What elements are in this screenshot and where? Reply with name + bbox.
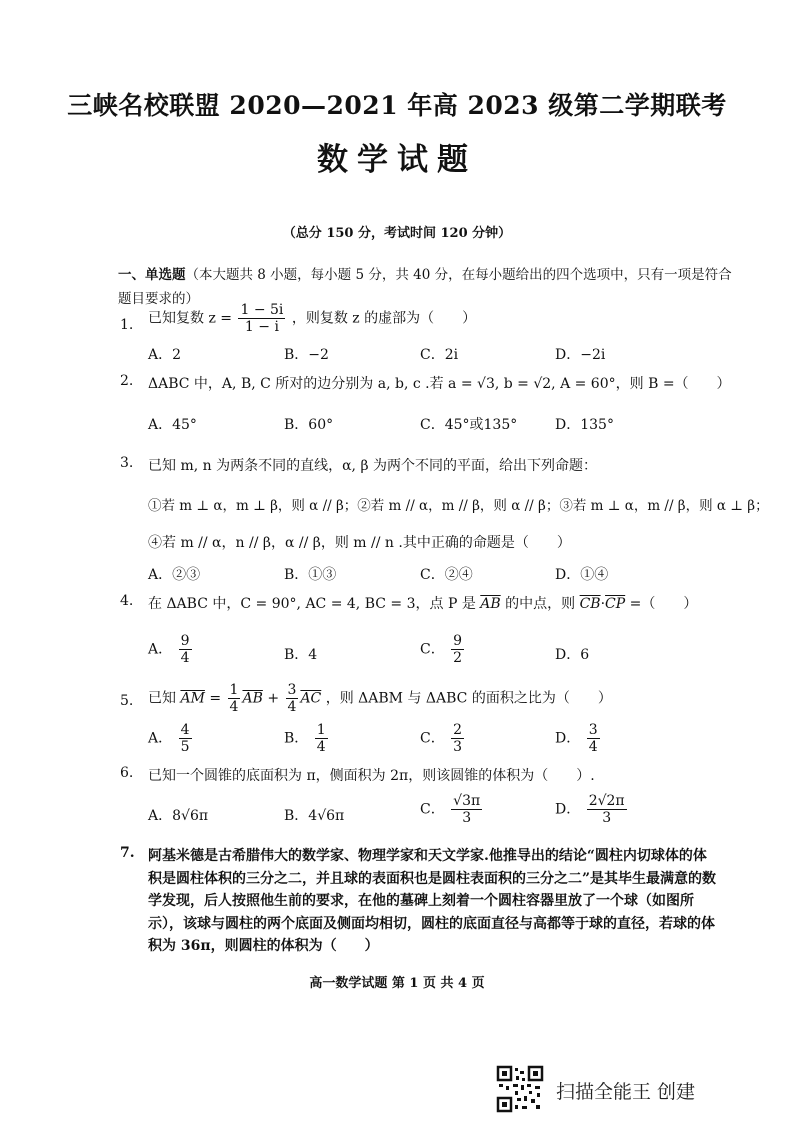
q1-number: 1. [120,317,134,333]
q6-option-d [555,793,629,826]
q5-vector-am: $\overline{AM}$ [180,690,205,707]
q1-option-b: B．−2 [284,347,329,363]
q3-option-a: A．②③ [148,567,201,583]
q5-option-c-label: C． [420,730,445,747]
q5-option-d [555,722,602,755]
q5-option-b-label: B． [284,730,309,747]
q2-stem: ΔABC 中，A, B, C 所对的边分别为 a, b, c .若 a = √3, b = √2, A = 60°，则 B =（ ） [148,376,731,392]
q4-option-a-num: 9 [180,633,190,649]
q6-option-d-label: D． [555,801,581,818]
q6-option-d-fraction [587,793,627,826]
q5-option-a-num: 4 [180,722,190,738]
q4-option-a-den: 4 [180,650,190,667]
q3-stem: 已知 m, n 为两条不同的直线，α, β 为两个不同的平面，给出下列命题： [148,458,597,474]
q3-propositions-line2: ④若 m // α，n // β，α // β，则 m // n .其中正确的命题是（ ） [148,535,571,551]
q4-option-b: B．4 [284,647,318,663]
q5-option-c-fraction [451,722,464,755]
q6-option-d-num: 2√2π [588,793,625,809]
q6-stem: 已知一个圆锥的底面积为 π，侧面积为 2π，则该圆锥的体积为（ ）. [148,768,595,784]
exam-title: 三峡名校联盟 2020—2021 年高 2023 级第二学期联考 [67,91,727,120]
q5-option-b-num: 1 [316,722,326,738]
q5-stem [148,682,612,715]
q5-option-b [284,722,330,755]
q5-option-d-num: 3 [588,722,598,738]
q4-option-a [148,633,194,666]
q4-number: 4. [120,593,134,609]
q5-option-c [420,722,466,755]
q1-frac-num: 1 − 5i [240,302,284,318]
q1-option-d: D．−2i [555,347,606,363]
q6-option-c [420,793,484,826]
q4-option-a-fraction [179,633,192,666]
q5-frac2-den: 4 [287,699,297,716]
q1-frac-den: 1 − i [244,319,279,336]
q6-option-c-den: 3 [462,810,472,827]
q4-option-c-label: C． [420,641,445,658]
q5-option-a-den: 5 [180,739,190,756]
q1-option-c: C．2i [420,347,459,363]
q5-frac1-den: 4 [229,699,239,716]
qr-code-icon [496,1065,544,1113]
q3-option-c: C．②④ [420,567,473,583]
q5-option-d-fraction [587,722,600,755]
q5-frac2 [286,682,299,715]
q5-frac1-num: 1 [229,682,239,698]
q5-option-a-label: A． [148,730,173,747]
q5-frac1 [228,682,241,715]
section-label: 一、单选题 [118,267,186,283]
q5-option-d-label: D． [555,730,581,747]
q5-option-b-fraction [315,722,328,755]
q1-stem [148,302,476,335]
section-instructions: （本大题共 8 小题，每小题 5 分，共 40 分，在每小题给出的四个选项中，只有一项是符合题目要求的） [118,267,732,307]
page-footer: 高一数学试题 第 1 页 共 4 页 [309,976,485,991]
q1-pre: 已知复数 z = [148,310,233,327]
q4-stem [148,593,697,613]
q2-option-d: D．135° [555,417,614,433]
q4-option-a-label: A． [148,641,173,658]
q5-option-d-den: 4 [588,739,598,756]
q3-propositions-line1: ①若 m ⊥ α，m ⊥ β，则 α // β；②若 m // α，m // β，则 α // β；③若 m ⊥ α，m // β，则 α ⊥ β； [148,498,769,514]
q1-option-a: A．2 [148,347,182,363]
q6-option-a: A．8√6π [148,808,209,824]
q6-option-c-label: C． [420,801,445,818]
q5-vector-ac: $\overline{AC}$ [300,690,322,707]
q5-pre: 已知 [148,690,176,707]
q4-option-c-den: 2 [453,650,463,667]
q1-fraction [238,302,285,335]
q4-option-d: D．6 [555,647,590,663]
q4-arc-ab: $\overline{AB}$ [480,596,501,612]
q4-option-c-num: 9 [453,633,463,649]
q4-dot: · [600,596,606,612]
q2-option-b: B．60° [284,417,334,433]
scanner-watermark: 扫描全能王 创建 [556,1081,696,1103]
q5-option-c-num: 2 [453,722,463,738]
q5-option-a [148,722,194,755]
q5-option-b-den: 4 [316,739,326,756]
q6-number: 6. [120,765,134,781]
q4-pre: 在 ΔABC 中，C = 90°, AC = 4, BC = 3，点 P 是 [148,596,476,612]
q7-stem: 阿基米德是古希腊伟大的数学家、物理学家和天文学家.他推导出的结论“圆柱内切球体的体积是圆柱体积的三分之二，并且球的表面积也是圆柱表面积的三分之二”是其毕生最满意的数学发现，后人按照他生前的要求，在他的墓碑上刻着一个圆柱容器里放了一个球（如图所示），该球与圆柱的两个底面及侧面均相切，圆柱的底面直径与高都等于球的直径，若球的体积为 36π，则圆柱的体积为（ ） [148,848,717,954]
q6-option-c-num: √3π [453,793,481,809]
q4-vector-cb: $\overline{CB}$ [579,596,601,612]
q4-mid: 的中点，则 [505,596,576,612]
q5-option-c-den: 3 [453,739,463,756]
q4-option-c [420,633,466,666]
q5-plus: + [267,690,280,707]
q7-number: 7. [120,845,135,861]
q1-post: ，则复数 z 的虚部为（ ） [291,310,477,327]
q6-option-c-fraction [451,793,482,826]
subject-title: 数学试题 [317,142,477,178]
q5-post: ，则 ΔABM 与 ΔABC 的面积之比为（ ） [325,690,612,707]
q3-option-b: B．①③ [284,567,337,583]
q2-option-c: C．45°或135° [420,417,518,433]
q2-number: 2. [120,373,134,389]
q4-vector-cp: $\overline{CP}$ [605,596,626,612]
q2-option-a: A．45° [148,417,197,433]
q5-frac2-num: 3 [287,682,297,698]
q3-number: 3. [120,455,134,471]
q6-option-b: B．4√6π [284,808,345,824]
q6-option-d-den: 3 [602,810,612,827]
q5-eq: = [209,690,222,707]
q5-number: 5. [120,693,134,709]
exam-info: （总分 150 分，考试时间 120 分钟） [282,226,512,241]
q5-vector-ab: $\overline{AB}$ [242,690,263,707]
q4-post: =（ ） [629,596,698,612]
q4-option-c-fraction [451,633,464,666]
q3-option-d: D．①④ [555,567,609,583]
q5-option-a-fraction [179,722,192,755]
